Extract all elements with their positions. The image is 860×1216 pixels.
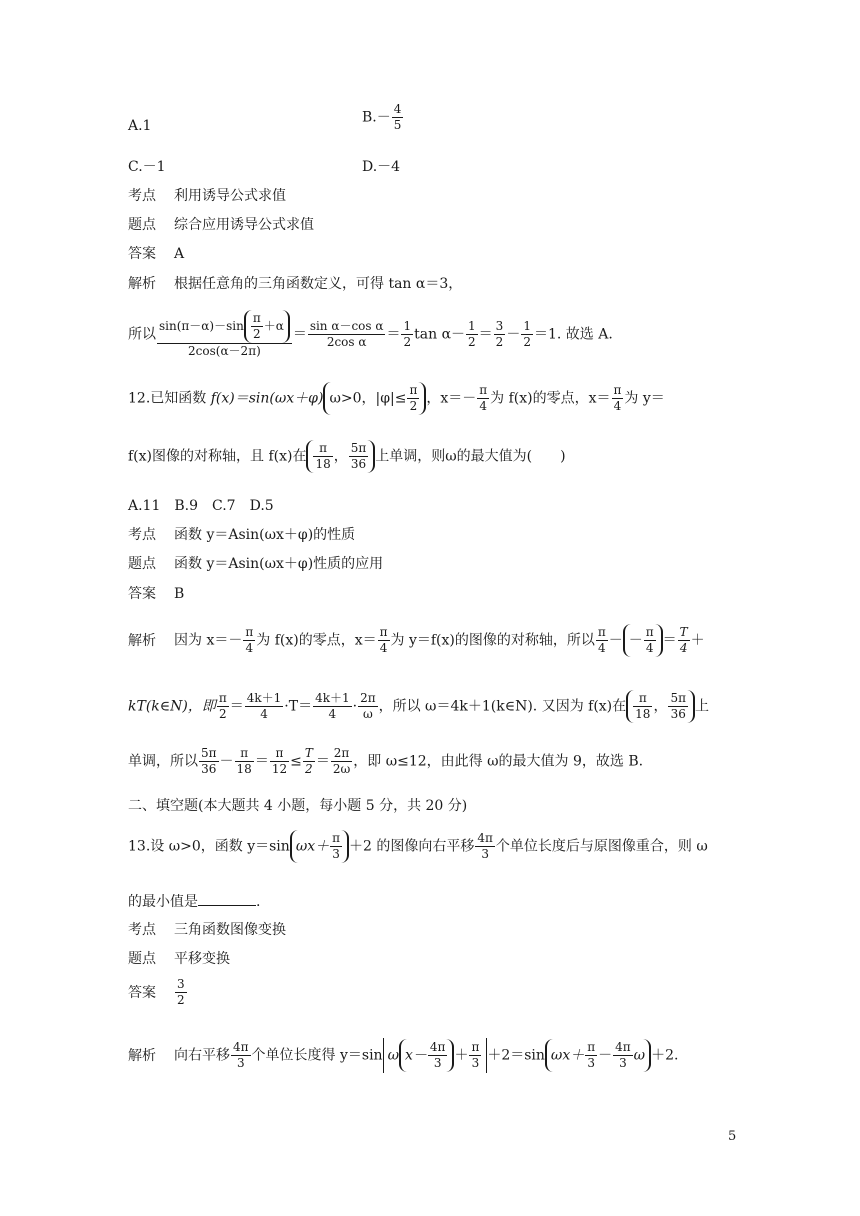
- fraction-denominator: 4: [679, 641, 688, 655]
- fraction-numerator: 4k＋1: [315, 691, 350, 705]
- numerator-text: sin(π－α)－sin: [159, 319, 244, 333]
- stem-text: .: [256, 894, 261, 910]
- plus-sign: ＋: [454, 1047, 469, 1064]
- stem-text: 13.设 ω>0，函数 y＝sin: [128, 838, 290, 855]
- fraction-denominator: 3: [481, 847, 489, 861]
- jiexi-fraction: [331, 746, 352, 777]
- fraction-numerator: π: [313, 441, 332, 457]
- fraction-numerator: 4k＋1: [246, 691, 282, 705]
- fraction-numerator: 2π: [331, 746, 352, 762]
- condition-text: ω>0，|φ|≤: [329, 390, 407, 407]
- fraction-denominator: 2: [409, 399, 418, 413]
- stem-text: 个单位长度后与原图像重合，则 ω: [495, 838, 708, 855]
- calc-prefix: 所以: [128, 326, 156, 343]
- q13-jiexi: [128, 1038, 678, 1073]
- jiexi-text: ，所以 ω＝4k＋1(k∈N). 又因为 f(x)在: [378, 698, 627, 715]
- tidian-text: 平移变换: [174, 951, 230, 967]
- fraction-denominator: 2: [495, 335, 504, 349]
- calc-fraction-half: [401, 319, 413, 350]
- q12-jiexi-line-1: [128, 624, 705, 657]
- q13-tidian: [128, 950, 230, 968]
- fraction-numerator: π: [633, 691, 652, 707]
- jiexi-text: 根据任意角的三角函数定义，可得 tan α＝3，: [174, 276, 463, 292]
- fraction-numerator: π: [332, 831, 341, 845]
- q12-stem-line-1: [128, 382, 665, 415]
- page-number: 5: [728, 1129, 737, 1144]
- fraction-denominator: 4: [245, 641, 254, 655]
- stem-text: 上单调，则ω的最大值为( ): [375, 448, 566, 465]
- equals-sign: ＝: [662, 632, 677, 649]
- q11-answer: [128, 245, 184, 263]
- axis-fraction: [612, 383, 624, 414]
- interval-end: [668, 691, 688, 722]
- inner-fraction: [251, 311, 263, 342]
- fraction-denominator: 36: [670, 707, 686, 721]
- minus-sign: －: [598, 1047, 613, 1064]
- equals-sign: ＝: [386, 326, 401, 343]
- fraction-numerator: sin α－cos α: [309, 319, 384, 333]
- bracket-group: [383, 1038, 488, 1073]
- q13-kaodian: [128, 921, 286, 939]
- calc-mid: tan α－: [414, 326, 466, 343]
- stem-text: 为 y＝: [624, 390, 665, 407]
- paren-group: [244, 310, 290, 343]
- jiexi-text: 单调，所以: [128, 753, 198, 770]
- q11-tidian: [128, 216, 314, 234]
- jiexi-fraction: [270, 746, 289, 777]
- jiexi-text: ，即 ω≤12，由此得 ω的最大值为 9，故选 B.: [353, 753, 644, 770]
- fraction-numerator: π: [218, 691, 227, 705]
- equals-sign: ＝: [229, 698, 244, 715]
- fraction-denominator: 4: [260, 707, 268, 721]
- q11-kaodian: [128, 187, 286, 205]
- minus-sign: －: [506, 326, 521, 343]
- inner-expression: ωx＋: [295, 838, 330, 855]
- inner-fraction: [613, 1040, 633, 1071]
- fraction-numerator: 4π: [477, 831, 493, 845]
- calc-fraction-2: [308, 319, 386, 350]
- fraction-denominator: 3: [587, 1056, 595, 1070]
- fraction-numerator: π: [245, 625, 254, 639]
- interval-start: [313, 441, 332, 472]
- jiexi-text: 个单位长度得 y＝sin: [251, 1047, 383, 1064]
- label-tidian: 题点: [128, 556, 156, 572]
- label-kaodian: 考点: [128, 188, 156, 204]
- fraction-numerator: π: [471, 1040, 480, 1054]
- label-jiexi: 解析: [128, 276, 156, 292]
- calc-fraction-half-2: [466, 319, 478, 350]
- paren-group: [623, 624, 663, 657]
- q11-option-a: A.1: [128, 118, 152, 134]
- paren-group: [399, 1039, 454, 1072]
- interval-separator: ，: [653, 698, 668, 715]
- inner-expression: x－: [405, 1047, 427, 1064]
- label-kaodian: 考点: [128, 922, 156, 938]
- kaodian-text: 函数 y＝Asin(ωx＋φ)的性质: [174, 527, 356, 543]
- fraction-numerator: π: [645, 625, 654, 639]
- inner-expression: ωx＋: [550, 1047, 585, 1064]
- fraction-numerator: π: [270, 746, 289, 762]
- fraction-numerator: 5π: [350, 441, 367, 455]
- interval-paren: [306, 440, 375, 473]
- fraction-denominator: 2ω: [332, 762, 351, 776]
- fraction-denominator: 18: [236, 762, 252, 776]
- stem-text: 12.已知函数: [128, 390, 211, 407]
- inner-fraction: [330, 831, 342, 862]
- fraction-denominator: ω: [362, 707, 373, 721]
- jiexi-fraction: [596, 625, 608, 656]
- jiexi-text: 为 f(x)的零点，x＝: [256, 632, 377, 649]
- condition-paren: [323, 382, 426, 415]
- fraction-denominator: 4: [479, 399, 488, 413]
- interval-separator: ，: [333, 448, 348, 465]
- fraction-denominator: 12: [271, 762, 288, 776]
- jiexi-fraction: [235, 746, 254, 777]
- shift-fraction: [231, 1040, 251, 1071]
- kaodian-text: 利用诱导公式求值: [174, 188, 286, 204]
- fraction-numerator: 4π: [615, 1040, 631, 1054]
- fraction-numerator: 1: [523, 319, 531, 333]
- function-expression: f(x)＝sin(ωx＋φ): [210, 390, 324, 407]
- fraction-numerator: π: [479, 383, 488, 397]
- jiexi-text: ·T＝: [284, 698, 313, 715]
- fraction-denominator: 36: [201, 762, 217, 776]
- fraction-denominator: 2: [468, 335, 476, 349]
- calc-tail: ＝1. 故选 A.: [533, 326, 613, 343]
- jiexi-fraction: [303, 746, 315, 777]
- fraction-denominator: 2: [523, 335, 531, 349]
- fraction-numerator: 4: [393, 102, 402, 116]
- q12-answer: [128, 585, 184, 603]
- fraction-numerator: T: [304, 746, 313, 760]
- tidian-text: 综合应用诱导公式求值: [174, 217, 314, 233]
- jiexi-text: kT(k∈N)，即: [128, 698, 216, 715]
- stem-text: ＋2 的图像向右平移: [349, 838, 475, 855]
- q12-stem-line-2: [128, 440, 566, 473]
- fraction-denominator: 3: [332, 847, 340, 861]
- answer-text: A: [174, 246, 185, 262]
- fraction-denominator: 36: [350, 457, 367, 471]
- minus-sign: －: [608, 632, 623, 649]
- jiexi-fraction: [245, 691, 284, 722]
- label-daan: 答案: [128, 246, 156, 262]
- label-tidian: 题点: [128, 951, 156, 967]
- label-daan: 答案: [128, 586, 156, 602]
- fraction-denominator: 4: [613, 399, 622, 413]
- zero-fraction: [477, 383, 489, 414]
- fraction-numerator: 3: [177, 977, 185, 991]
- jiexi-text: 上: [694, 698, 709, 715]
- equals-sign: ＝: [478, 326, 493, 343]
- fraction-numerator: 4π: [429, 1040, 446, 1054]
- inner-fraction: [585, 1040, 597, 1071]
- fraction-numerator: 2π: [360, 691, 376, 705]
- fraction-denominator: 18: [635, 707, 651, 721]
- dot-sign: ·: [352, 698, 358, 715]
- equals-sign: ＝: [315, 753, 330, 770]
- q13-answer: [128, 977, 188, 1008]
- q13-stem-line-2: [128, 893, 260, 911]
- jiexi-text: 为 y＝f(x)的图像的对称轴，所以: [390, 632, 595, 649]
- stem-text: 的最小值是: [128, 894, 198, 910]
- fraction-denominator: 2cos α: [326, 335, 367, 349]
- q13-stem-line-1: [128, 830, 708, 863]
- label-kaodian: 考点: [128, 527, 156, 543]
- label-tidian: 题点: [128, 217, 156, 233]
- fraction-numerator: 5π: [670, 691, 686, 705]
- minus-sign: －: [628, 632, 643, 649]
- fraction-denominator: 2: [177, 993, 185, 1007]
- fraction-denominator: 3: [619, 1056, 627, 1070]
- fraction-denominator: 2: [218, 707, 227, 721]
- interval-end: [349, 441, 369, 472]
- fraction-numerator: π: [235, 746, 254, 762]
- kaodian-text: 三角函数图像变换: [174, 922, 286, 938]
- fraction-numerator: π: [613, 383, 622, 397]
- stem-text: 为 f(x)的零点，x＝: [490, 390, 611, 407]
- paren-group: [545, 1039, 651, 1072]
- fraction-denominator: 3: [471, 1056, 480, 1070]
- inner-fraction: [428, 1040, 448, 1071]
- inner-fraction: [469, 1040, 481, 1071]
- interval-start: [633, 691, 652, 722]
- fraction-denominator: 4: [328, 707, 337, 721]
- q11-option-c: C.－1: [128, 159, 166, 175]
- label-jiexi: 解析: [128, 632, 156, 649]
- q12-options: A.11 B.9 C.7 D.5: [128, 498, 274, 514]
- jiexi-text: ＋2.: [651, 1047, 679, 1064]
- calc-fraction-1: [157, 310, 292, 359]
- inner-rest: ＋α: [263, 319, 284, 333]
- calc-fraction-half-3: [521, 319, 533, 350]
- condition-fraction: [407, 383, 419, 414]
- le-sign: ≤: [290, 753, 302, 770]
- fraction-denominator: 18: [315, 457, 331, 471]
- jiexi-fraction: [313, 691, 352, 722]
- q12-jiexi-line-3: [128, 746, 643, 777]
- fraction-denominator: 2: [403, 335, 412, 349]
- calc-fraction-three-halves: [494, 319, 506, 350]
- label-jiexi: 解析: [128, 1047, 156, 1064]
- label-daan: 答案: [128, 984, 156, 1001]
- fraction-numerator: 1: [403, 319, 412, 333]
- q11-option-b-fraction: [392, 102, 404, 133]
- jiexi-fraction: [378, 625, 390, 656]
- fraction-numerator: π: [597, 625, 606, 639]
- answer-fraction: [175, 977, 187, 1008]
- q11-option-d: D.－4: [362, 159, 401, 175]
- fraction-denominator: 5: [393, 118, 402, 132]
- q11-calculation: [128, 310, 613, 359]
- jiexi-text: 向右平移: [174, 1047, 230, 1064]
- jiexi-fraction: [644, 625, 656, 656]
- q12-kaodian: [128, 526, 355, 544]
- q12-jiexi-line-2: [128, 690, 709, 723]
- fraction-denominator: 2: [252, 327, 261, 341]
- q11-option-b: [362, 102, 404, 133]
- paren-group: [290, 830, 349, 863]
- fraction-denominator: 4: [379, 641, 388, 655]
- fraction-numerator: π: [587, 1040, 596, 1054]
- shift-fraction: [475, 831, 495, 862]
- fraction-numerator: π: [409, 383, 418, 397]
- tidian-text: 函数 y＝Asin(ωx＋φ)性质的应用: [174, 556, 384, 572]
- stem-text: ，x＝－: [426, 390, 477, 407]
- jiexi-text: ＋2＝sin: [487, 1047, 545, 1064]
- fraction-numerator: 4π: [233, 1040, 249, 1054]
- fraction-numerator: 3: [495, 319, 504, 333]
- answer-blank[interactable]: [198, 893, 256, 906]
- jiexi-fraction: [678, 625, 690, 656]
- q12-tidian: [128, 555, 383, 573]
- jiexi-fraction: [243, 625, 255, 656]
- fraction-numerator: π: [379, 625, 388, 639]
- q11-option-b-prefix: B.－: [362, 109, 391, 126]
- fraction-denominator: 2cos(α－2π): [188, 344, 261, 358]
- jiexi-fraction: [358, 691, 378, 722]
- fraction-denominator: 4: [645, 641, 654, 655]
- fraction-denominator: 2: [305, 762, 313, 776]
- fraction-numerator: [157, 310, 292, 344]
- minus-sign: －: [219, 753, 234, 770]
- equals-sign: ＝: [292, 326, 307, 343]
- section-heading: 二、填空题(本大题共 4 小题，每小题 5 分，共 20 分): [128, 798, 468, 814]
- fraction-denominator: 4: [598, 641, 606, 655]
- stem-text: f(x)图像的对称轴，且 f(x)在: [128, 448, 307, 465]
- omega-symbol: ω: [633, 1047, 646, 1064]
- interval-paren: [626, 690, 695, 723]
- jiexi-text: 因为 x＝－: [174, 632, 243, 649]
- fraction-denominator: 3: [236, 1056, 245, 1070]
- plus-sign: ＋: [690, 632, 705, 649]
- fraction-numerator: π: [252, 311, 261, 325]
- fraction-denominator: 3: [433, 1056, 442, 1070]
- jiexi-fraction: [199, 746, 219, 777]
- jiexi-fraction: [217, 691, 229, 722]
- omega-symbol: ω: [387, 1047, 399, 1064]
- fraction-numerator: 5π: [201, 746, 217, 760]
- equals-sign: ＝: [254, 753, 269, 770]
- fraction-numerator: T: [679, 625, 688, 639]
- fraction-numerator: 1: [468, 319, 476, 333]
- q11-jiexi: [128, 275, 462, 293]
- answer-text: B: [174, 586, 185, 602]
